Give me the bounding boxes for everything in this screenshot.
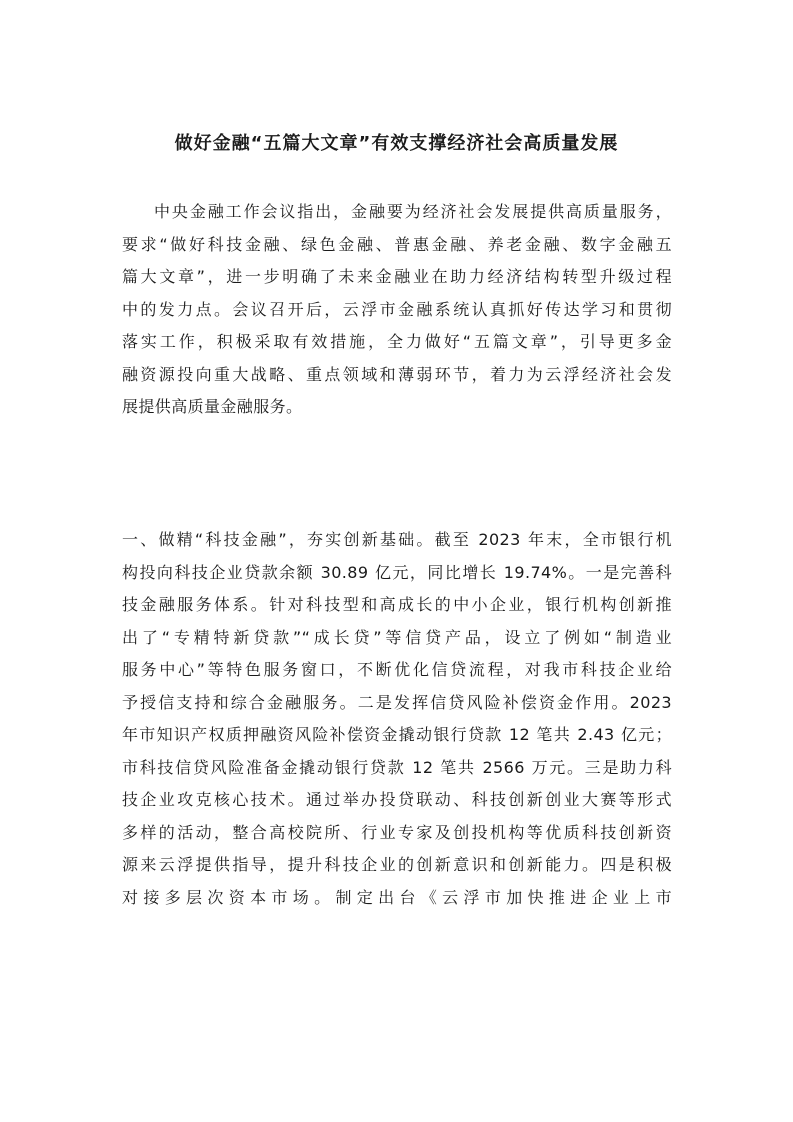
paragraph-line: 篇大文章”，进一步明确了未来金融业在助力经济结构转型升级过程: [122, 267, 672, 286]
paragraph-line: 技金融服务体系。针对科技型和高成长的中小企业，银行机构创新推: [122, 595, 672, 614]
paragraph-line: 要求“做好科技金融、绿色金融、普惠金融、养老金融、数字金融五: [122, 234, 672, 254]
paragraph-tech-finance: [122, 524, 672, 914]
paragraph-line: 构投向科技企业贷款余额 30.89 亿元，同比增长 19.74%。一是完善科: [122, 562, 672, 582]
paragraph-line: 源来云浮提供指导，提升科技企业的创新意识和创新能力。四是积极: [122, 855, 672, 874]
paragraph-line: 服务中心”等特色服务窗口，不断优化信贷流程，对我市科技企业给: [122, 660, 672, 679]
paragraph-line: 市科技信贷风险准备金撬动银行贷款 12 笔共 2566 万元。三是助力科: [122, 757, 672, 777]
paragraph-line: 出了“专精特新贷款”“成长贷”等信贷产品，设立了例如“制造业: [122, 627, 672, 647]
paragraph-line: 技企业攻克核心技术。通过举办投贷联动、科技创新创业大赛等形式: [122, 790, 672, 809]
paragraph-line: 融资源投向重大战略、重点领域和薄弱环节，着力为云浮经济社会发: [122, 364, 672, 384]
document-title: 做好金融“五篇大文章”有效支撑经济社会高质量发展: [174, 133, 619, 154]
paragraph-line: 年市知识产权质押融资风险补偿资金撬动银行贷款 12 笔共 2.43 亿元；: [122, 725, 672, 744]
paragraph-line: 对接多层次资本市场。制定出台《云浮市加快推进企业上市: [122, 887, 672, 907]
paragraph-intro: [122, 196, 672, 424]
paragraph-line: 中央金融工作会议指出，金融要为经济社会发展提供高质量服务，: [154, 202, 672, 221]
paragraph-line: 展提供高质量金融服务。: [122, 397, 303, 416]
paragraph-line: 一、做精“科技金融”，夯实创新基础。截至 2023 年末，全市银行机: [122, 530, 672, 549]
paragraph-line: 落实工作，积极采取有效措施，全力做好“五篇文章”，引导更多金: [122, 332, 672, 351]
paragraph-line: 中的发力点。会议召开后，云浮市金融系统认真抓好传达学习和贯彻: [122, 299, 672, 319]
paragraph-line: 予授信支持和综合金融服务。二是发挥信贷风险补偿资金作用。2023: [122, 692, 672, 712]
paragraph-line: 多样的活动，整合高校院所、行业专家及创投机构等优质科技创新资: [122, 822, 672, 842]
